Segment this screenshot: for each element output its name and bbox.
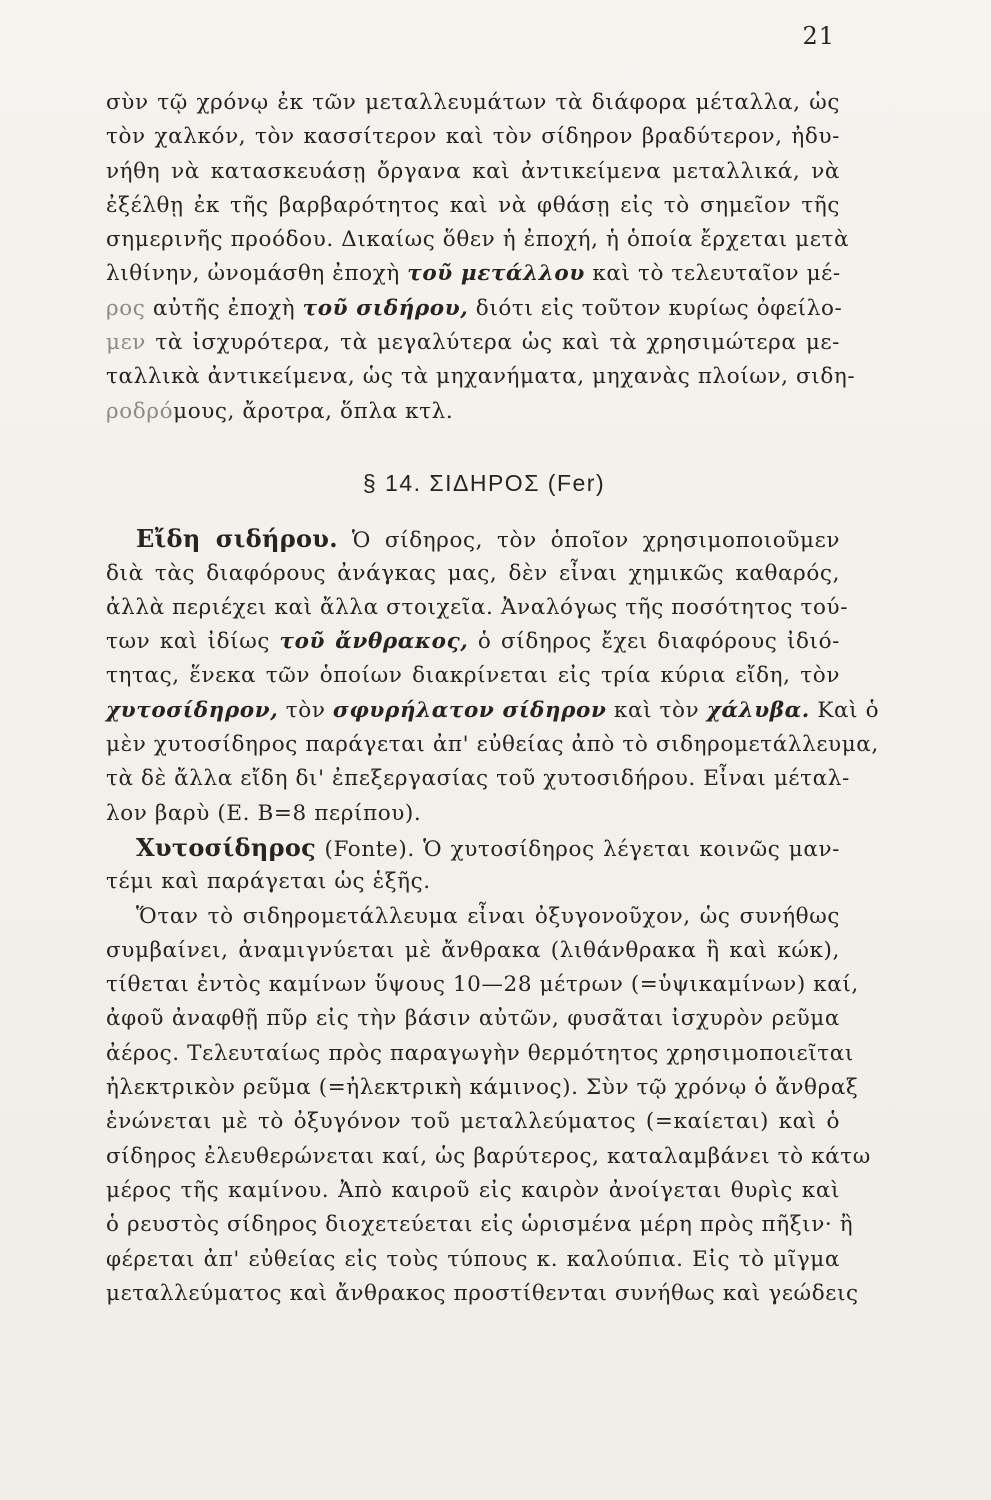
text-run: καὶ τὸ τελευταῖον μέ-: [584, 261, 841, 287]
text-line: ἀέρος. Τελευταίως πρὸς παραγωγὴν θερμότητος χρησιμοποιεῖται: [106, 1040, 854, 1066]
emphasis-cast-iron: χυτοσίδηρον,: [106, 697, 279, 723]
text-line: μεταλλεύματος καὶ ἄνθρακος προστίθενται συνήθως καὶ γεώδεις: [106, 1280, 859, 1306]
section-heading: § 14. ΣΙΔΗΡΟΣ (Fer): [362, 469, 606, 496]
text-line: [106, 694, 880, 728]
text-run: λιθίνην, ὠνομάσθη ἐποχὴ: [106, 261, 408, 287]
text-run: Ὁ σίδηρος, τὸν ὁποῖον χρησιμοποιοῦμεν: [337, 528, 840, 554]
text-line: σημερινῆς προόδου. Δικαίως ὅθεν ἡ ἐποχή, ἡ ὁποία ἔρχεται μετὰ: [106, 227, 850, 253]
text-line: [106, 522, 840, 556]
text-line: συμβαίνει, ἀναμιγνύεται μὲ ἄνθρακα (λιθάνθρακα ἢ καὶ κώκ),: [106, 937, 840, 963]
text-line: μέρος τῆς καμίνου. Ἀπὸ καιροῦ εἰς καιρὸν ἀνοίγεται θυρὶς καὶ: [106, 1177, 840, 1203]
text-run: αὐτῆς ἐποχὴ: [145, 295, 303, 321]
text-run: τὸν: [278, 697, 333, 723]
page-body: [106, 86, 880, 1311]
text-line: ἀφοῦ ἀναφθῇ πῦρ εἰς τὴν βάσιν αὐτῶν, φυσᾶται ἰσχυρὸν ρεῦμα: [106, 1006, 840, 1032]
text-line: ἀλλὰ περιέχει καὶ ἄλλα στοιχεῖα. Ἀναλόγως τῆς ποσότητος τού-: [106, 594, 849, 620]
text-line: μὲν χυτοσίδηρος παράγεται ἀπ' εὐθείας ἀπὸ τὸ σιδηρομετάλλευμα,: [106, 732, 879, 758]
text-line: σὺν τῷ χρόνῳ ἐκ τῶν μεταλλευμάτων τὰ διάφορα μέταλλα, ὡς: [106, 90, 840, 115]
text-line: ὁ ρευστὸς σίδηρος διοχετεύεται εἰς ὡρισμένα μέρη πρὸς πῆξιν· ἢ: [106, 1212, 854, 1238]
text-line: λον βαρὺ (Ε. Β=8 περίπου).: [106, 800, 422, 826]
text-line: νήθη νὰ κατασκευάσῃ ὄργανα καὶ ἀντικείμενα μεταλλικά, νὰ: [106, 158, 840, 184]
text-line: τὸν χαλκόν, τὸν κασσίτερον καὶ τὸν σίδηρον βραδύτερον, ἠδυ-: [106, 124, 840, 150]
text-line: τίθεται ἐντὸς καμίνων ὕψους 10—28 μέτρων (=ὑψικαμίνων) καί,: [106, 972, 859, 998]
emphasis-wrought-iron: σφυρήλατον σίδηρον: [332, 697, 607, 723]
text-run: των καὶ ἰδίως: [106, 629, 280, 655]
term-kinds-of-iron: Εἴδη σιδήρου.: [136, 524, 338, 554]
text-run: (Fonte). Ὁ χυτοσίδηρος λέγεται κοινῶς μαν-: [316, 836, 840, 862]
intro-paragraph: [106, 86, 856, 429]
text-line: διὰ τὰς διαφόρους ἀνάγκας μας, δὲν εἶναι χημικῶς καθαρός,: [106, 560, 840, 586]
emphasis-metal-age: τοῦ μετάλλου: [407, 261, 585, 287]
text-line: [106, 292, 843, 326]
text-run: διότι εἰς τοῦτον κυρίως ὀφείλο-: [468, 295, 843, 321]
text-line: [106, 625, 840, 659]
process-paragraph: [106, 900, 871, 1312]
faded-text: μεν: [106, 330, 146, 356]
kinds-paragraph: [106, 522, 880, 831]
text-line: τέμι καὶ παράγεται ὡς ἑξῆς.: [106, 869, 431, 895]
text-line: ἠλεκτρικὸν ρεῦμα (=ἠλεκτρικὴ κάμινος). Σὺν τῷ χρόνῳ ὁ ἄνθραξ: [106, 1075, 859, 1101]
text-line: Ὅταν τὸ σιδηρομετάλλευμα εἶναι ὀξυγονοῦχον, ὡς συνήθως: [136, 903, 840, 929]
text-line: [106, 257, 840, 291]
page-number: 21: [802, 22, 835, 50]
faded-text: ρος: [106, 295, 146, 321]
emphasis-iron-age: τοῦ σιδήρου,: [302, 295, 469, 321]
emphasis-carbon: τοῦ ἄνθρακος,: [279, 629, 469, 655]
emphasis-steel: χάλυβα.: [706, 697, 810, 723]
text-run: καὶ τὸν: [606, 697, 707, 723]
text-line: ἐξέλθῃ ἐκ τῆς βαρβαρότητος καὶ νὰ φθάσῃ εἰς τὸ σημεῖον τῆς: [106, 192, 840, 218]
cast-iron-paragraph: [106, 831, 840, 900]
text-run: Καὶ ὁ: [809, 697, 880, 723]
text-line: ἑνώνεται μὲ τὸ ὀξυγόνον τοῦ μεταλλεύματος (=καίεται) καὶ ὁ: [106, 1109, 840, 1135]
term-cast-iron: Χυτοσίδηρος: [136, 832, 317, 862]
text-run: τὰ ἰσχυρότερα, τὰ μεγαλύτερα ὡς καὶ τὰ χρησιμώτερα με-: [145, 330, 840, 356]
text-line: φέρεται ἀπ' εὐθείας εἰς τοὺς τύπους κ. καλούπια. Εἰς τὸ μῖγμα: [106, 1246, 840, 1272]
text-line: τὰ δὲ ἄλλα εἴδη δι' ἐπεξεργασίας τοῦ χυτοσιδήρου. Εἶναι μέταλ-: [106, 766, 850, 792]
faded-text: ροδρό: [106, 398, 174, 424]
text-run: μους, ἄροτρα, ὅπλα κτλ.: [173, 398, 454, 424]
text-line: σίδηρος ἐλευθερώνεται καί, ὡς βαρύτερος, καταλαμβάνει τὸ κάτω: [106, 1143, 871, 1169]
text-line: τητας, ἕνεκα τῶν ὁποίων διακρίνεται εἰς τρία κύρια εἴδη, τὸν: [106, 663, 840, 689]
text-line: [106, 326, 840, 360]
text-line: ταλλικὰ ἀντικείμενα, ὡς τὰ μηχανήματα, μηχανὰς πλοίων, σιδη-: [106, 364, 856, 390]
text-line: [106, 395, 840, 429]
text-line: [106, 831, 840, 865]
text-run: ὁ σίδηρος ἔχει διαφόρους ἰδιό-: [468, 629, 840, 655]
